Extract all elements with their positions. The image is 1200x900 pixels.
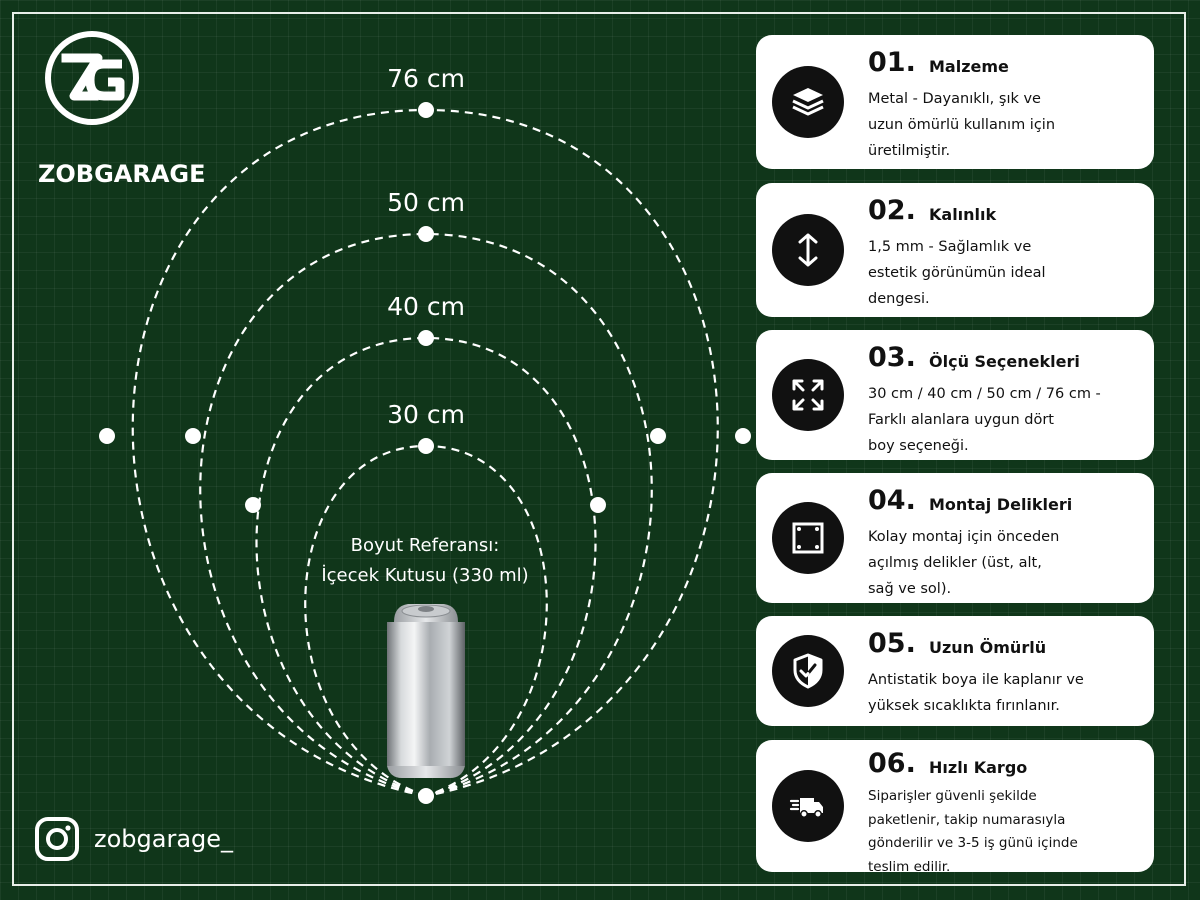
instagram-handle: zobgarage_ — [94, 825, 234, 853]
feature-description — [868, 234, 1143, 312]
feature-number: 03. — [868, 342, 916, 373]
desc-line: uzun ömürlü kullanım için — [868, 117, 1056, 133]
feature-number: 06. — [868, 748, 916, 779]
feature-title: Kalınlık — [929, 205, 997, 224]
feature-card-size-options — [756, 330, 1154, 460]
desc-line: Antistatik boya ile kaplanır ve — [868, 672, 1084, 688]
reference-line-1: Boyut Referansı: — [350, 535, 500, 556]
desc-line: gönderilir ve 3-5 iş günü içinde — [868, 835, 1078, 851]
desc-line: açılmış delikler (üst, alt, — [868, 555, 1042, 571]
size-label-50: 50 cm — [387, 188, 465, 217]
feature-number: 01. — [868, 47, 916, 78]
point-40-left — [245, 497, 261, 513]
desc-line: estetik görünümün ideal — [868, 265, 1046, 281]
desc-line: boy seçeneği. — [868, 438, 969, 454]
beverage-can-icon — [387, 604, 465, 778]
desc-line: Siparişler güvenli şekilde — [868, 788, 1037, 804]
desc-line: üretilmiştir. — [868, 143, 951, 159]
size-label-30: 30 cm — [387, 400, 465, 429]
feature-title: Uzun Ömürlü — [929, 638, 1047, 657]
desc-line: Kolay montaj için önceden — [868, 529, 1060, 545]
point-50-top — [418, 226, 434, 242]
point-40-top — [418, 330, 434, 346]
desc-line: yüksek sıcaklıkta fırınlanır. — [868, 698, 1060, 714]
layers-icon — [772, 66, 844, 138]
point-30-top — [418, 438, 434, 454]
desc-line: Farklı alanlara uygun dört — [868, 412, 1054, 428]
point-76-right — [735, 428, 751, 444]
feature-card-fast-shipping — [756, 740, 1154, 875]
reference-line-2: İçecek Kutusu (330 ml) — [321, 565, 529, 586]
shield-check-icon — [772, 635, 844, 707]
feature-description — [868, 381, 1143, 459]
desc-line: paketlenir, takip numarasıyla — [868, 811, 1066, 828]
size-reference-text — [321, 531, 528, 591]
feature-card-durability — [756, 616, 1154, 726]
delivery-truck-icon — [772, 770, 844, 842]
desc-line: sağ ve sol). — [868, 581, 952, 597]
point-76-top — [418, 102, 434, 118]
feature-card-thickness — [756, 183, 1154, 317]
feature-title: Ölçü Seçenekleri — [929, 352, 1080, 371]
point-76-left — [99, 428, 115, 444]
instagram-link[interactable] — [34, 816, 233, 862]
feature-number: 04. — [868, 485, 916, 516]
feature-title: Montaj Delikleri — [929, 495, 1073, 514]
feature-list — [756, 0, 1156, 900]
point-bottom — [418, 788, 434, 804]
feature-title: Malzeme — [929, 57, 1009, 76]
desc-line: 1,5 mm - Sağlamlık ve — [868, 239, 1032, 255]
desc-line: dengesi. — [868, 291, 930, 307]
feature-number: 05. — [868, 628, 916, 659]
size-label-40: 40 cm — [387, 292, 465, 321]
feature-description — [868, 86, 1143, 164]
instagram-icon — [34, 816, 80, 862]
desc-line: 30 cm / 40 cm / 50 cm / 76 cm - — [868, 386, 1101, 402]
feature-description — [868, 785, 1143, 879]
feature-description — [868, 524, 1143, 602]
feature-card-mounting-holes — [756, 473, 1154, 603]
feature-card-material — [756, 35, 1154, 169]
vertical-arrows-icon — [772, 214, 844, 286]
desc-line: Metal - Dayanıklı, şık ve — [868, 91, 1041, 107]
point-50-right — [650, 428, 666, 444]
feature-number: 02. — [868, 195, 916, 226]
mounting-plate-icon — [772, 502, 844, 574]
feature-title: Hızlı Kargo — [929, 758, 1028, 777]
size-label-76: 76 cm — [387, 64, 465, 93]
point-50-left — [185, 428, 201, 444]
expand-arrows-icon — [772, 359, 844, 431]
feature-description — [868, 667, 1143, 719]
desc-line: teslim edilir. — [868, 858, 951, 875]
point-40-right — [590, 497, 606, 513]
brand-name: ZOBGARAGE — [38, 160, 206, 188]
